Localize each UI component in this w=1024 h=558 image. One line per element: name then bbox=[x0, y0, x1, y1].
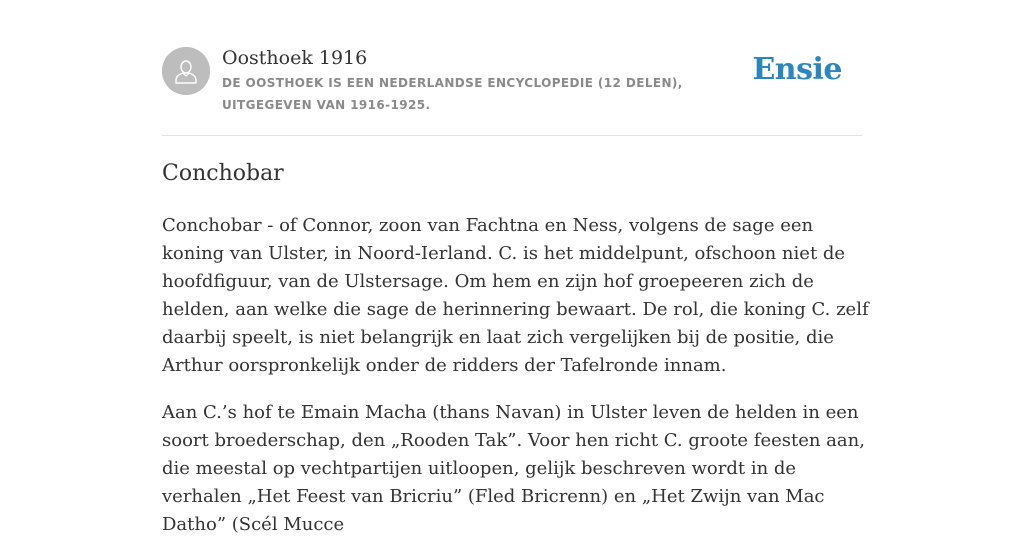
article-paragraph: Aan C.’s hof te Emain Macha (thans Navan) in Ulster leven de helden in een soort broederschap, den „Rooden Tak”. Voor hen richt C. groote feesten aan, die meestal op vechtpartijen uitloopen, gelijk beschreven wordt in de verhalen „Het Feest van Bricriu” (Fled Bricrenn) en „Het Zwijn van Mac Datho” (Scél Mucce bbox=[162, 402, 865, 535]
avatar[interactable] bbox=[162, 47, 210, 95]
user-icon bbox=[162, 47, 210, 95]
article-body bbox=[162, 212, 872, 558]
content-container bbox=[162, 0, 869, 535]
article-paragraph: Conchobar - of Connor, zoon van Fachtna en Ness, volgens de sage een koning van Ulster, in Noord-Ierland. C. is het middelpunt, ofschoon niet de hoofdfiguur, van de Ulstersage. Om hem en zijn hof groepeeren zich de helden, aan welke die sage de herinnering bewaart. De rol, die koning C. zelf daarbij speelt, is niet belangrijk en laat zich vergelijken bij de positie, die Arthur oorspronkelijk onder de ridders der Tafelronde innam. bbox=[162, 215, 869, 376]
source-header bbox=[162, 0, 862, 136]
brand-logo[interactable]: Ensie bbox=[752, 52, 842, 87]
source-description: DE OOSTHOEK IS EEN NEDERLANDSE ENCYCLOPEDIE (12 DELEN), UITGEGEVEN VAN 1916-1925. bbox=[222, 76, 683, 112]
source-title[interactable]: Oosthoek 1916 bbox=[222, 47, 368, 69]
article-title: Conchobar bbox=[162, 161, 284, 186]
